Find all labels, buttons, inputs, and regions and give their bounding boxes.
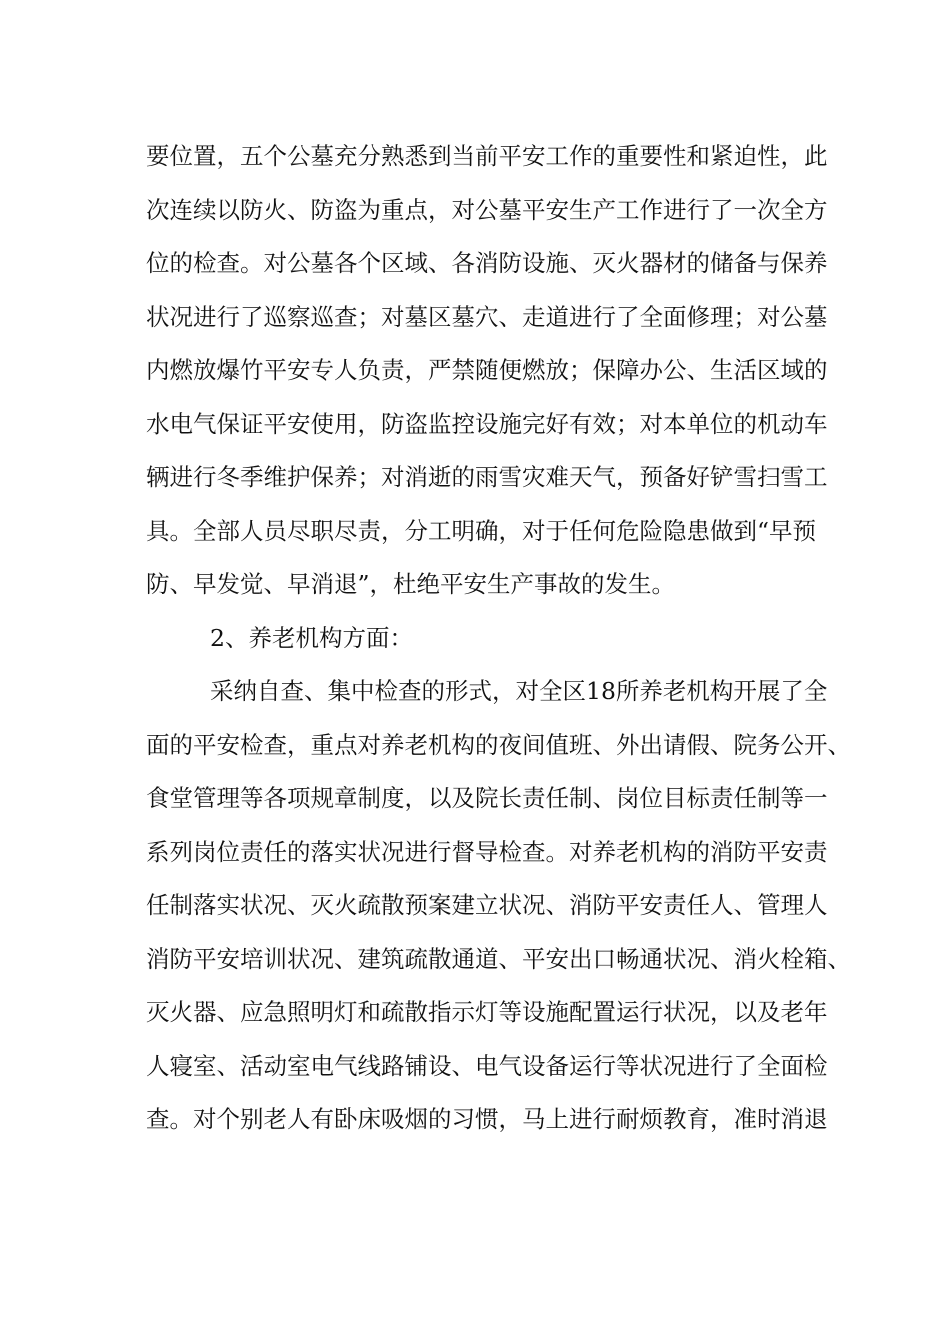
text-line: 系列岗位责任的落实状况进行督导检查。对养老机构的消防平安责 [146, 837, 828, 866]
body-text [146, 130, 851, 1147]
text-line: 食堂管理等各项规章制度，以及院长责任制、岗位目标责任制等一 [146, 784, 828, 812]
text-line: 消防平安培训状况、建筑疏散通道、平安出口畅通状况、消火栓箱、 [146, 944, 851, 973]
paragraph-first-line: 采纳自查、集中检查的形式，对全区18所养老机构开展了全 [210, 677, 828, 705]
text-line: 状况进行了巡察巡查；对墓区墓穴、走道进行了全面修理；对公墓 [146, 302, 828, 331]
text-line: 查。对个别老人有卧床吸烟的习惯，马上进行耐烦教育，准时消退 [146, 1105, 828, 1133]
text-line: 内燃放爆竹平安专人负责，严禁随便燃放；保障办公、生活区域的 [146, 356, 828, 384]
text-line: 防、早发觉、早消退”，杜绝平安生产事故的发生。 [146, 570, 676, 598]
text-line: 辆进行冬季维护保养；对消逝的雨雪灾难天气，预备好铲雪扫雪工 [146, 463, 828, 491]
text-line: 人寝室、活动室电气线路铺设、电气设备运行等状况进行了全面检 [146, 1051, 828, 1080]
text-line: 要位置，五个公墓充分熟悉到当前平安工作的重要性和紧迫性，此 [146, 142, 828, 170]
text-line: 面的平安检查，重点对养老机构的夜间值班、外出请假、院务公开、 [146, 730, 851, 759]
text-line: 任制落实状况、灭火疏散预案建立状况、消防平安责任人、管理人 [146, 891, 828, 919]
text-line: 具。全部人员尽职尽责，分工明确，对于任何危险隐患做到“早预 [146, 516, 817, 545]
text-line: 水电气保证平安使用，防盗监控设施完好有效；对本单位的机动车 [146, 409, 828, 438]
text-line: 位的检查。对公墓各个区域、各消防设施、灭火器材的储备与保养 [146, 249, 828, 277]
text-line: 次连续以防火、防盗为重点，对公墓平安生产工作进行了一次全方 [146, 195, 828, 224]
section-heading: 2、养老机构方面： [210, 623, 413, 652]
text-line: 灭火器、应急照明灯和疏散指示灯等设施配置运行状况，以及老年 [146, 998, 828, 1026]
